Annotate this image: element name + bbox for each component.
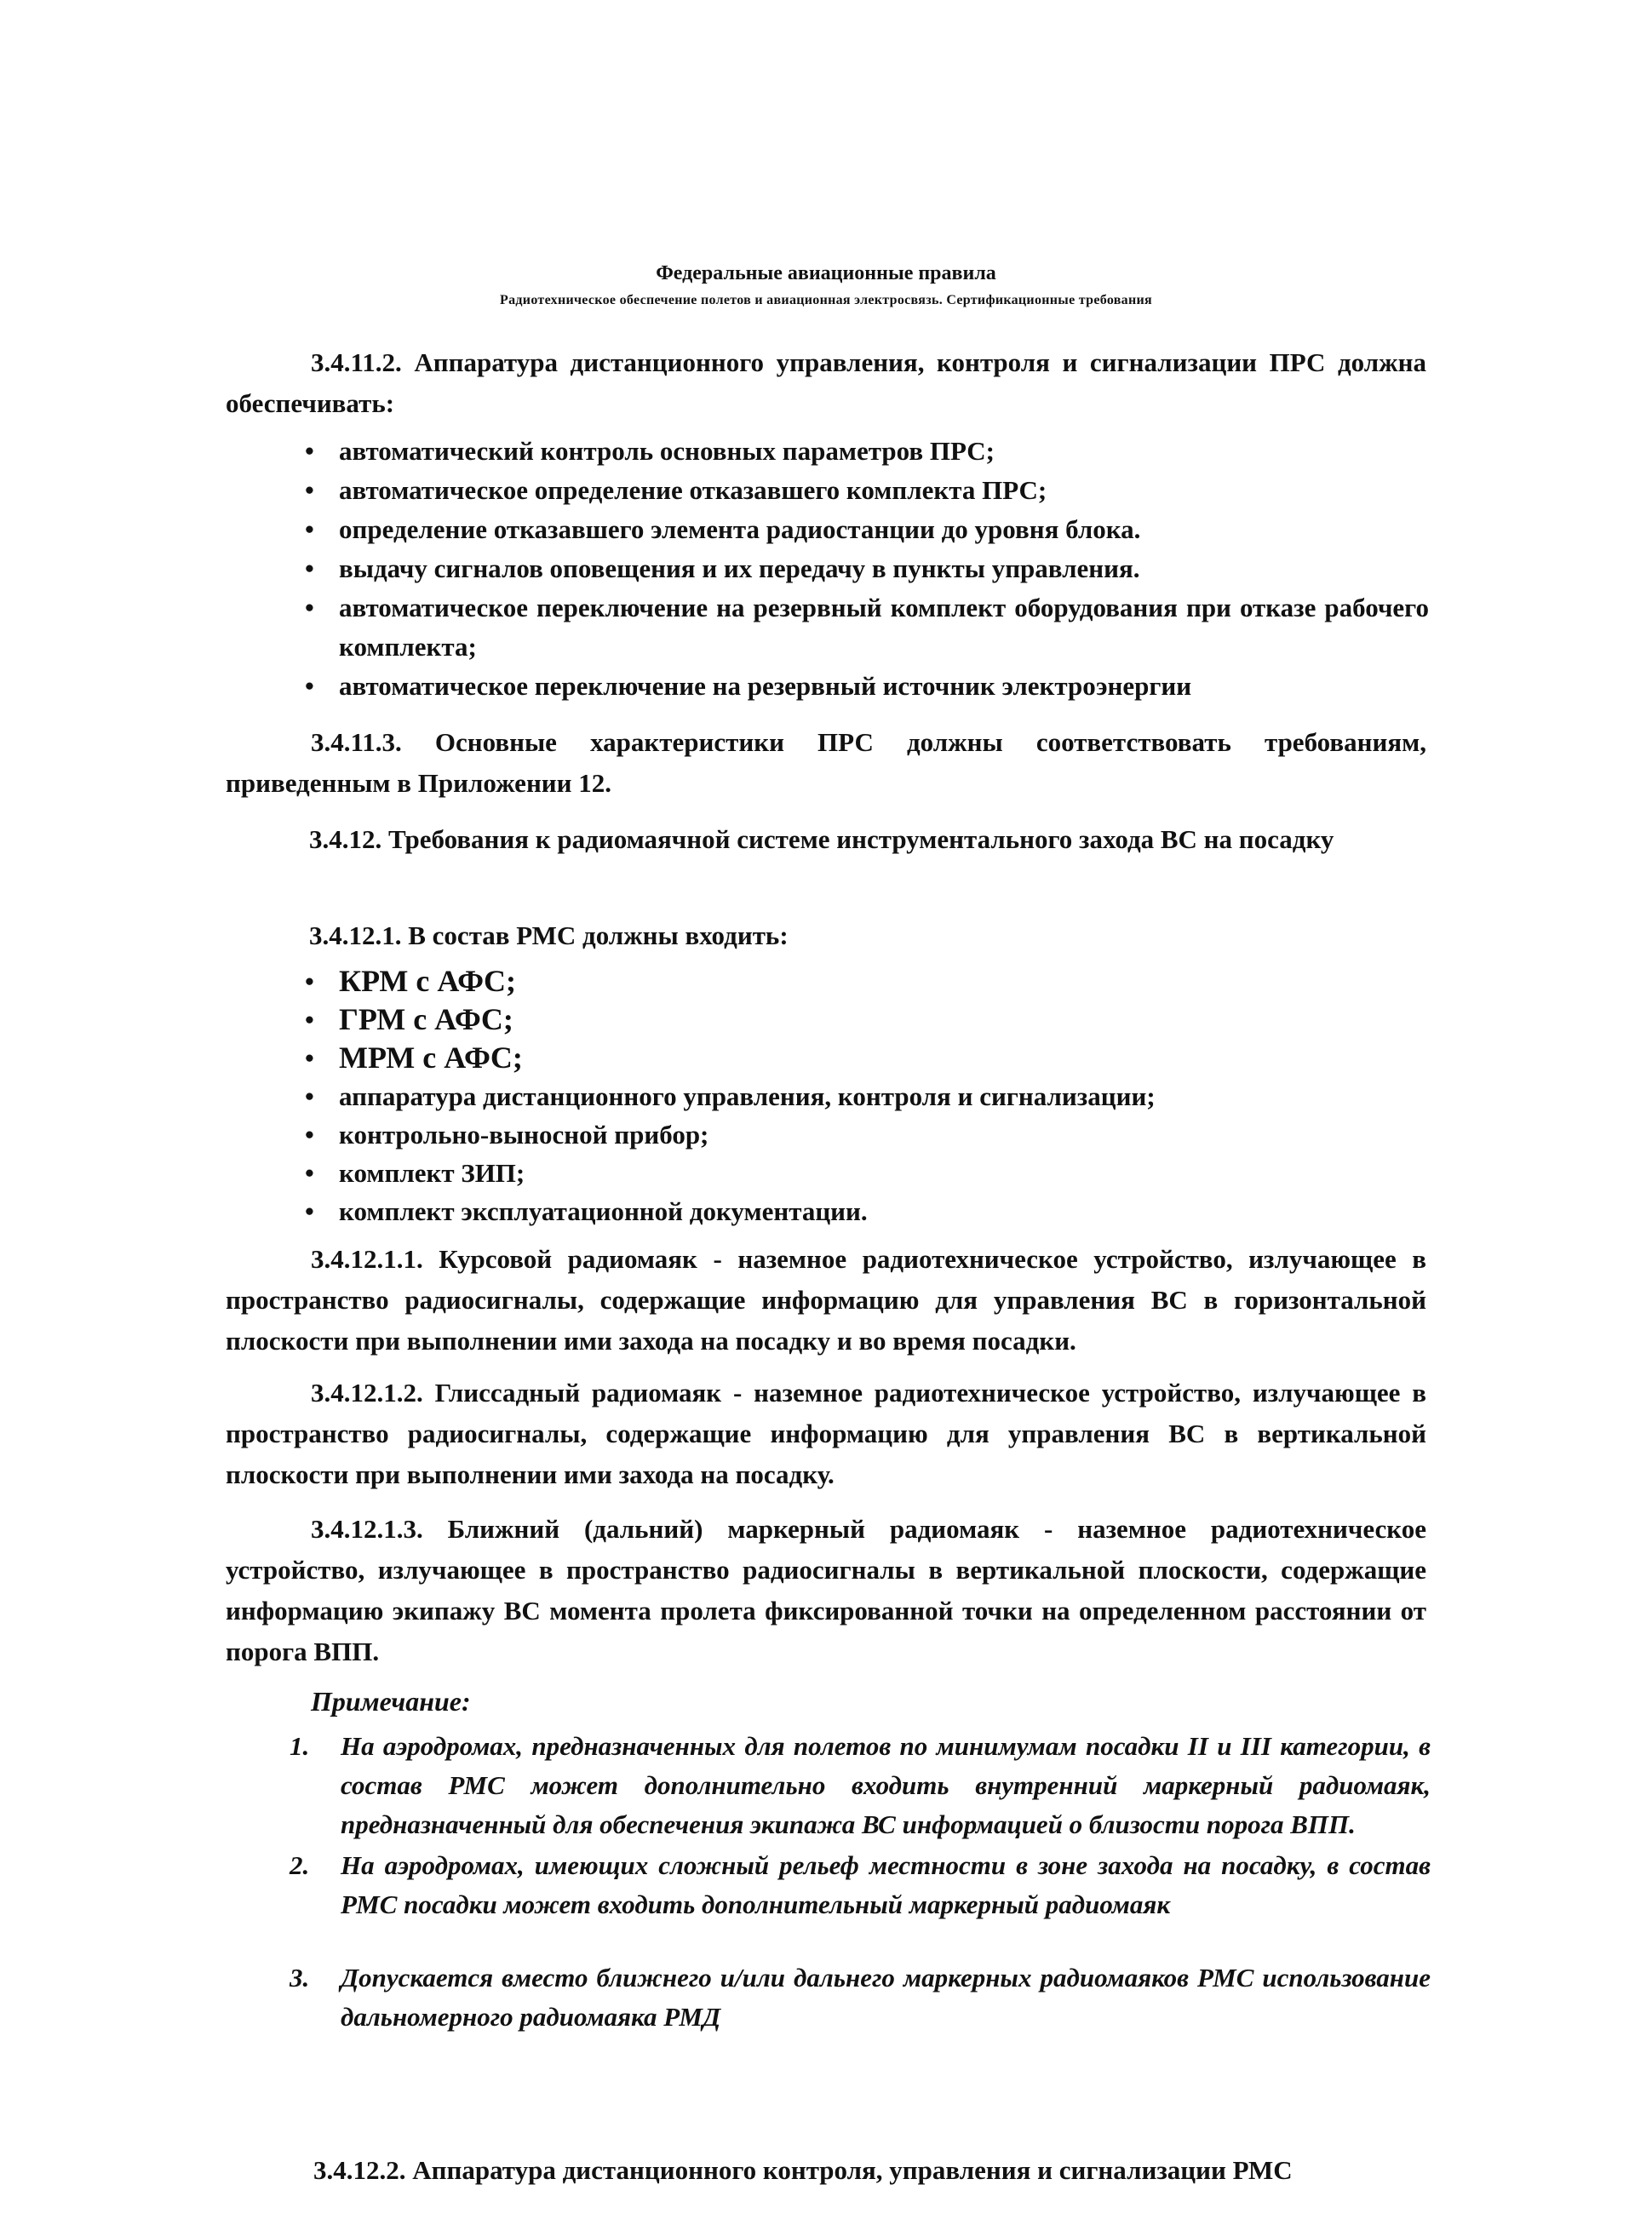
list-item: • комплект эксплуатационной документации. <box>305 1196 868 1226</box>
list-item: • определение отказавшего элемента радиостанции до уровня блока. <box>305 514 1141 544</box>
list-item: • комплект ЗИП; <box>305 1158 525 1188</box>
section-heading-3-4-12: 3.4.12. Требования к радиомаячной системе инструментального захода ВС на посадку <box>309 824 1334 854</box>
note-list <box>290 1727 1431 2037</box>
list-item: • автоматическое определение отказавшего комплекта ПРС; <box>305 475 1047 505</box>
paragraph-3-4-12-1-3: 3.4.12.1.3. Ближний (дальний) маркерный радиомаяк - наземное радиотехническое устройство, излучающее в пространство радиосигналы в вертикальной плоскости, содержащие информацию экипажу ВС момента пролета фиксированной точки на определенном расстоянии от порога ВПП. <box>226 1514 1426 1666</box>
page-header-subtitle: Радиотехническое обеспечение полетов и авиационная электросвязь. Сертификационные требования <box>500 293 1152 307</box>
list-item: • автоматический контроль основных параметров ПРС; <box>305 436 995 466</box>
paragraph-3-4-11-3: 3.4.11.3. Основные характеристики ПРС должны соответствовать требованиям, приведенным в Приложении 12. <box>226 727 1426 798</box>
list-item: • автоматическое переключение на резервный источник электроэнергии <box>305 671 1192 701</box>
bullet-list-3-4-12-1 <box>305 962 1429 1230</box>
list-item: • ГРМ с АФС; <box>305 1002 513 1036</box>
paragraph-3-4-12-1: 3.4.12.1. В состав РМС должны входить: <box>309 920 789 950</box>
page-header-title: Федеральные авиационные правила <box>656 262 996 284</box>
list-item: • аппаратура дистанционного управления, контроля и сигнализации; <box>305 1081 1156 1111</box>
list-item: 3. Допускается вместо ближнего и/или дальнего маркерных радиомаяков РМС использование дальномерного радиомаяка РМД <box>290 1963 1431 2032</box>
list-item: 1. На аэродромах, предназначенных для полетов по минимумам посадки II и III категории, в состав РМС может дополнительно входить внутренний маркерный радиомаяк, предназначенный для обеспечения экипажа ВС информацией о близости порога ВПП. <box>290 1731 1431 1839</box>
paragraph-3-4-12-2: 3.4.12.2. Аппаратура дистанционного контроля, управления и сигнализации РМС <box>313 2155 1293 2185</box>
paragraph-3-4-12-1-2: 3.4.12.1.2. Глиссадный радиомаяк - наземное радиотехническое устройство, излучающее в пространство радиосигналы, содержащие информацию для управления ВС в вертикальной плоскости при выполнении ими захода на посадку. <box>226 1378 1426 1489</box>
note-title: Примечание: <box>311 1686 471 1717</box>
list-item: • автоматическое переключение на резервный комплект оборудования при отказе рабочего комплекта; <box>305 593 1429 662</box>
paragraph-3-4-11-2 <box>226 342 1426 424</box>
list-item: • КРМ с АФС; <box>305 964 517 998</box>
list-item: 2. На аэродромах, имеющих сложный рельеф местности в зоне захода на посадку, в состав РМС посадки может входить дополнительный маркерный радиомаяк <box>290 1850 1431 1919</box>
paragraph-3-4-11-2-text: 3.4.11.2. Аппаратура дистанционного управления, контроля и сигнализации ПРС должна обеспечивать: <box>226 347 1426 418</box>
list-item: • контрольно-выносной прибор; <box>305 1120 709 1150</box>
paragraph-3-4-12-1-1: 3.4.12.1.1. Курсовой радиомаяк - наземное радиотехническое устройство, излучающее в пространство радиосигналы, содержащие информацию для управления ВС в горизонтальной плоскости при выполнении ими захода на посадку и во время посадки. <box>226 1244 1426 1356</box>
list-item: • МРМ с АФС; <box>305 1041 523 1075</box>
bullet-list-3-4-11-2 <box>305 432 1429 706</box>
list-item: • выдачу сигналов оповещения и их передачу в пункты управления. <box>305 553 1140 583</box>
